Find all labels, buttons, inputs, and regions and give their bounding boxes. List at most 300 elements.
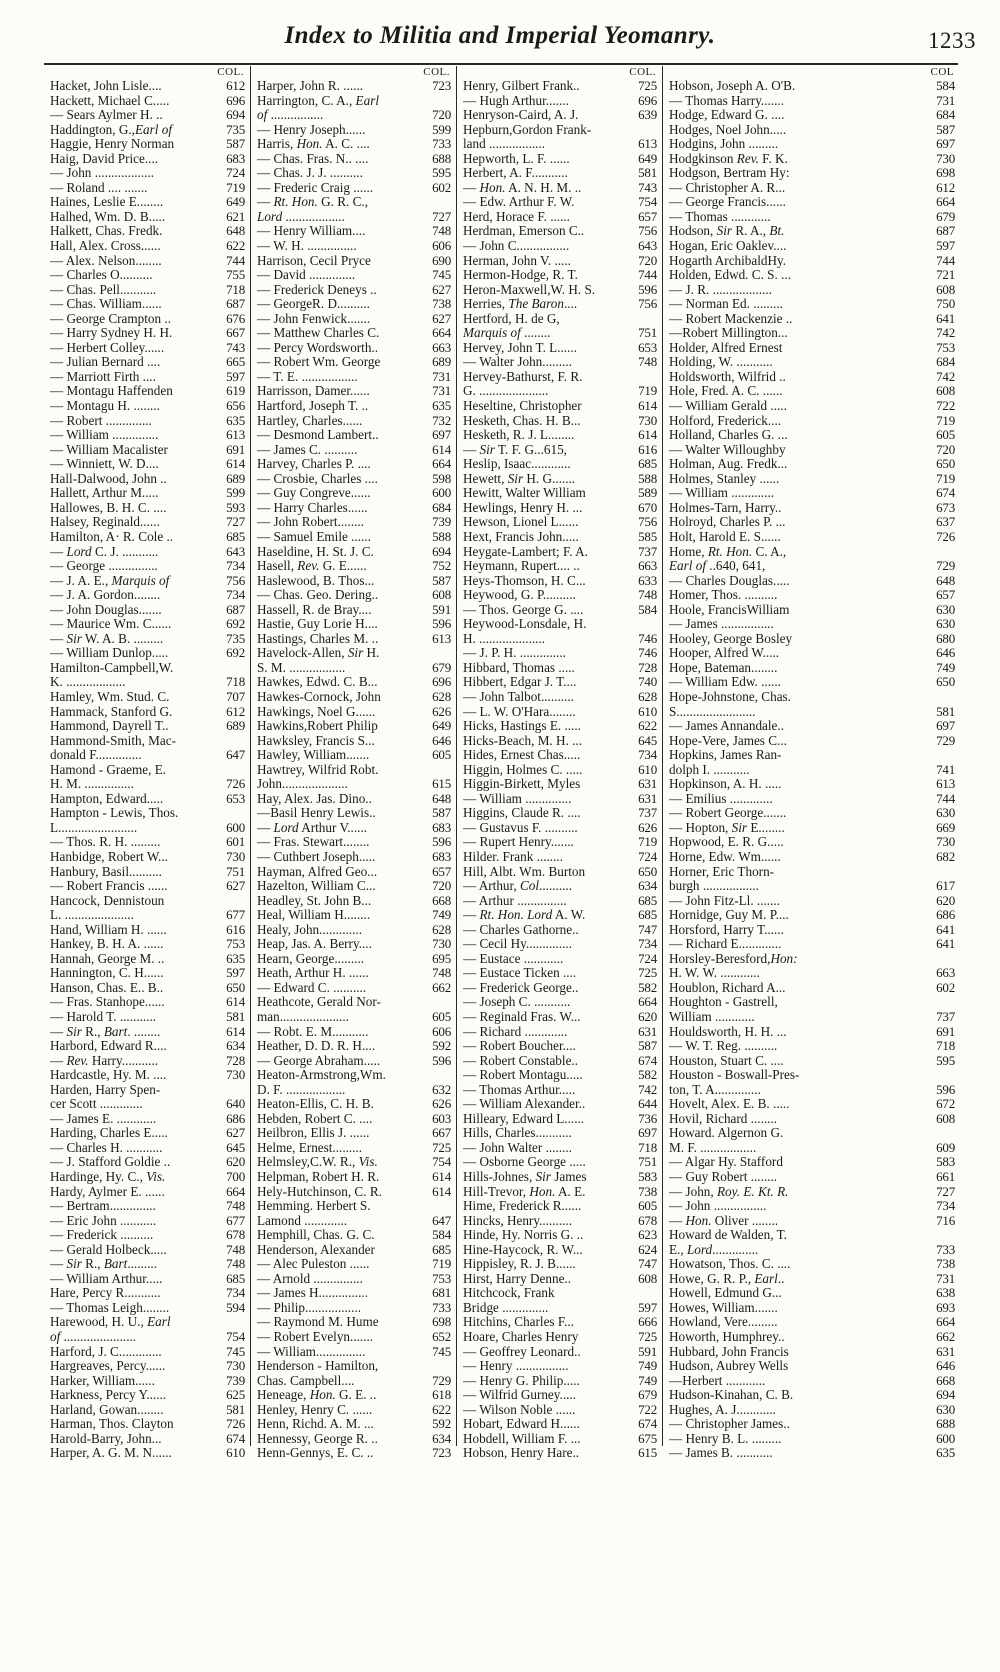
index-entry	[463, 472, 658, 487]
index-entry-column-ref: 650	[226, 980, 245, 995]
index-entry	[50, 1446, 246, 1461]
index-entry	[669, 1388, 956, 1403]
index-entry-name: Hall, Alex. Cross......	[50, 239, 161, 254]
index-entry-name: Hammack, Stanford G.	[50, 704, 173, 719]
index-entry-name: Lord ..................	[257, 209, 345, 224]
index-entry	[50, 486, 246, 501]
index-entry	[463, 690, 658, 705]
index-entry	[50, 152, 246, 167]
index-entry	[257, 559, 452, 574]
index-entry-column-ref: 749	[936, 660, 955, 675]
index-entry	[50, 879, 246, 894]
index-entry-column-ref: 698	[936, 166, 955, 181]
index-entry-name: Hobart, Edward H......	[463, 1417, 580, 1432]
index-entry-name: Houston - Boswall-Pres-	[669, 1068, 800, 1083]
index-entry	[257, 617, 452, 632]
index-entry	[50, 254, 246, 269]
index-entry-column-ref: 727	[226, 515, 245, 530]
index-entry-column-ref: 719	[936, 471, 955, 486]
index-entry-column-ref: 582	[638, 980, 657, 995]
index-entry-name: — Guy Robert ........	[669, 1170, 778, 1185]
index-entry-name: Hesketh, R. J. L........	[463, 428, 575, 443]
index-entry	[463, 1388, 658, 1403]
index-entry-column-ref: 751	[638, 326, 657, 341]
index-entry-name: — John, Roy. E. Kt. R.	[669, 1184, 789, 1199]
index-entry-name: — Walter John.........	[463, 355, 572, 370]
index-entry-name: Heather, D. D. R. H....	[257, 1039, 376, 1054]
index-entry-name: — Henry ................	[463, 1359, 569, 1374]
index-entry	[257, 806, 452, 821]
index-entry	[50, 239, 246, 254]
index-entry	[50, 1025, 246, 1040]
index-entry-column-ref: 630	[936, 617, 955, 632]
index-entry-column-ref: 743	[226, 340, 245, 355]
index-entry-name: — Samuel Emile ......	[257, 529, 371, 544]
index-entry-column-ref: 734	[226, 588, 245, 603]
index-entry-column-ref: 756	[226, 573, 245, 588]
index-entry	[257, 748, 452, 763]
index-entry-column-ref: 641	[936, 937, 955, 952]
index-entry-column-ref: 585	[638, 529, 657, 544]
index-entry-column-ref: 613	[226, 428, 245, 443]
index-entry-column-ref: 720	[638, 253, 657, 268]
index-entry-name: — Robert George.......	[669, 806, 787, 821]
index-entry-name: Howell, Edmund G...	[669, 1286, 782, 1301]
index-entry-column-ref: 670	[638, 500, 657, 515]
index-entry	[463, 181, 658, 196]
index-entry-name: — Thomas Harry.......	[669, 93, 785, 108]
index-entry-name: M. F. .................	[669, 1140, 757, 1155]
index-entry-column-ref: 597	[226, 369, 245, 384]
index-entry	[257, 719, 452, 734]
index-entry-name: of ................	[257, 108, 324, 123]
index-entry	[50, 283, 246, 298]
index-entry-name: Heslip, Isaac............	[463, 457, 571, 472]
index-entry-column-ref: 597	[638, 1300, 657, 1315]
index-entry	[257, 1272, 452, 1287]
index-entry-column-ref: 697	[936, 137, 955, 152]
index-entry-name: Hoole, FrancisWilliam	[669, 602, 790, 617]
index-entry	[669, 1097, 956, 1112]
index-entry	[463, 952, 658, 967]
index-entry-column-ref: 591	[432, 602, 451, 617]
index-entry-column-ref: 648	[936, 573, 955, 588]
index-entry	[463, 995, 658, 1010]
index-entry	[669, 995, 956, 1010]
index-entry-name: — Maurice Wm. C......	[50, 617, 172, 632]
index-entry-column-ref: 719	[936, 413, 955, 428]
index-entry-name: Hitchins, Charles F...	[463, 1315, 575, 1330]
index-entry	[257, 646, 452, 661]
index-entry-name: Harrington, C. A., Earl	[257, 93, 379, 108]
index-entry	[257, 966, 452, 981]
index-entry	[50, 1083, 246, 1098]
index-entry-name: Horner, Eric Thorn-	[669, 864, 775, 879]
index-entry-column-ref: 729	[432, 1373, 451, 1388]
index-entry-name: Hanbidge, Robert W...	[50, 849, 168, 864]
index-entry-name: Hermon-Hodge, R. T.	[463, 268, 578, 283]
index-entry-column-ref: 683	[226, 151, 245, 166]
index-entry	[463, 1185, 658, 1200]
index-entry	[257, 166, 452, 181]
index-entry-name: Hebden, Robert C. ....	[257, 1111, 373, 1126]
index-entry-column-ref: 657	[638, 209, 657, 224]
index-entry	[463, 1432, 658, 1447]
index-entry-name: Hornidge, Guy M. P....	[669, 908, 789, 923]
index-entry-name: — Walter Willoughby	[669, 442, 786, 457]
index-entry	[669, 1126, 956, 1141]
index-entry-column-ref: 725	[638, 966, 657, 981]
index-entry-column-ref: 641	[936, 311, 955, 326]
index-entry-name: — Fras. Stanhope......	[50, 995, 165, 1010]
index-entry-column-ref: 676	[226, 311, 245, 326]
index-entry	[257, 1097, 452, 1112]
index-entry	[669, 1054, 956, 1069]
index-entry-name: Hamilton-Campbell,W.	[50, 660, 174, 675]
index-entry	[669, 137, 956, 152]
index-entry	[50, 79, 246, 94]
index-entry-name: Hampton, Edward.....	[50, 791, 164, 806]
index-entry-column-ref: 649	[638, 151, 657, 166]
index-entry-name: — John Walter ........	[463, 1140, 572, 1155]
index-entry	[50, 719, 246, 734]
index-entry	[463, 603, 658, 618]
index-entry-column-ref: 688	[432, 151, 451, 166]
index-entry-name: Heygate-Lambert; F. A.	[463, 544, 588, 559]
index-entry-name: — Henry B. L. .........	[669, 1431, 782, 1446]
index-entry	[257, 1417, 452, 1432]
index-entry-column-ref: 631	[638, 777, 657, 792]
index-entry-name: Hannington, C. H......	[50, 966, 164, 981]
index-entry-name: — Matthew Charles C.	[257, 326, 380, 341]
index-entry-column-ref: 616	[638, 442, 657, 457]
index-entry-name: Bridge ..............	[463, 1300, 549, 1315]
index-entry-column-ref: 718	[226, 282, 245, 297]
index-entry-column-ref: 663	[432, 340, 451, 355]
index-entry	[669, 297, 956, 312]
index-column-1	[250, 66, 456, 1461]
index-entry	[463, 283, 658, 298]
index-entry-name: Hastie, Guy Lorie H....	[257, 617, 378, 632]
index-entry-name: — Christopher A. R...	[669, 180, 786, 195]
index-entry	[463, 734, 658, 749]
index-entry-name: — Robert Evelyn.......	[257, 1330, 374, 1345]
index-entry-column-ref: 650	[936, 457, 955, 472]
index-entry-column-ref: 589	[638, 486, 657, 501]
index-entry	[463, 326, 658, 341]
index-entry-name: Hawksley, Francis S...	[257, 733, 375, 748]
index-entry	[669, 545, 956, 560]
index-entry-column-ref: 727	[432, 209, 451, 224]
index-entry	[669, 748, 956, 763]
index-entry-name: Marquis of ........	[463, 326, 551, 341]
index-entry	[257, 414, 452, 429]
index-entry-column-ref: 731	[432, 369, 451, 384]
index-entry-column-ref: 674	[226, 1431, 245, 1446]
index-entry-column-ref: 686	[936, 908, 955, 923]
index-entry-name: S. M. .................	[257, 660, 346, 675]
index-entry	[669, 355, 956, 370]
index-column-3	[662, 66, 960, 1461]
index-entry	[50, 384, 246, 399]
index-entry	[257, 835, 452, 850]
index-entry-column-ref: 748	[638, 588, 657, 603]
index-entry-name: — David ..............	[257, 268, 356, 283]
index-entry-name: — Bertram..............	[50, 1199, 156, 1214]
index-entry-name: — Frederic Craig ......	[257, 180, 374, 195]
index-entry-name: Hankey, B. H. A. ......	[50, 937, 164, 952]
index-entry	[257, 370, 452, 385]
index-entry-column-ref: 754	[226, 1330, 245, 1345]
index-entry-column-ref: 639	[638, 108, 657, 123]
index-entry-column-ref: 753	[226, 937, 245, 952]
index-entry-name: Hills, Charles...........	[463, 1126, 572, 1141]
index-entry	[669, 268, 956, 283]
index-entry	[463, 1374, 658, 1389]
index-entry-column-ref: 720	[432, 879, 451, 894]
index-entry-column-ref: 647	[432, 1213, 451, 1228]
index-entry-name: H. W. W. ............	[669, 966, 760, 981]
index-entry	[257, 1345, 452, 1360]
index-entry-column-ref: 730	[432, 937, 451, 952]
index-entry	[50, 734, 246, 749]
index-entry-column-ref: 696	[432, 675, 451, 690]
index-entry-column-ref: 593	[226, 500, 245, 515]
index-entry	[463, 1403, 658, 1418]
index-entry-name: — William ..............	[50, 428, 159, 443]
index-entry-name: — James H...............	[257, 1286, 368, 1301]
index-entry-column-ref: 728	[226, 1053, 245, 1068]
index-entry	[463, 574, 658, 589]
index-entry-column-ref: 600	[936, 1431, 955, 1446]
index-entry	[257, 1199, 452, 1214]
index-entry-name: Hincks, Henry..........	[463, 1213, 573, 1228]
index-entry-name: Hills-Johnes, Sir James	[463, 1170, 587, 1185]
index-entry-column-ref: 608	[638, 1271, 657, 1286]
index-entry	[463, 763, 658, 778]
index-entry-name: — James Annandale..	[669, 719, 784, 734]
index-entry-column-ref: 596	[432, 1053, 451, 1068]
index-entry-name: — George Abraham.....	[257, 1053, 381, 1068]
index-entry-column-ref: 605	[638, 1199, 657, 1214]
index-entry-name: Hippisley, R. J. B......	[463, 1257, 576, 1272]
index-entry-column-ref: 716	[936, 1213, 955, 1228]
index-entry-column-ref: 581	[226, 1010, 245, 1024]
index-entry	[463, 748, 658, 763]
index-entry	[50, 1286, 246, 1301]
index-entry	[257, 574, 452, 589]
index-entry-column-ref: 750	[936, 297, 955, 312]
index-entry	[257, 326, 452, 341]
index-entry	[669, 414, 956, 429]
index-entry-column-ref: 652	[432, 1330, 451, 1345]
index-entry	[257, 661, 452, 676]
index-entry-column-ref: 603	[432, 1111, 451, 1126]
index-entry-name: Hext, Francis John.....	[463, 529, 579, 544]
index-entry-name: Harkness, Percy Y......	[50, 1388, 167, 1403]
index-entry-column-ref: 648	[226, 224, 245, 239]
index-entry-name: —Herbert ............	[669, 1373, 766, 1388]
index-entry	[257, 210, 452, 225]
index-entry-name: John....................	[257, 777, 348, 792]
index-entry	[257, 1054, 452, 1069]
index-entry	[669, 850, 956, 865]
index-entry-name: Hobdell, William F. ...	[463, 1431, 581, 1446]
index-entry-column-ref: 635	[226, 413, 245, 428]
index-entry-name: Healy, John.............	[257, 922, 362, 937]
index-entry-name: — T. E. .................	[257, 369, 358, 384]
index-entry-name: Hewitt, Walter William	[463, 486, 586, 501]
index-entry-name: Howard de Walden, T.	[669, 1228, 787, 1243]
index-entry-name: — Philip.................	[257, 1300, 362, 1315]
index-entry	[257, 515, 452, 530]
index-entry-column-ref: 613	[432, 631, 451, 646]
index-entry	[463, 908, 658, 923]
index-entry-column-ref: 696	[226, 93, 245, 108]
index-entry-name: Hazelton, William C...	[257, 879, 376, 894]
index-column-0	[44, 66, 250, 1461]
index-entry	[669, 777, 956, 792]
index-entry	[50, 1214, 246, 1229]
index-entry-column-ref: 627	[226, 879, 245, 894]
index-entry-column-ref: 626	[432, 704, 451, 719]
index-entry-name: — Chas. Fras. N.. ....	[257, 151, 369, 166]
index-entry	[463, 1083, 658, 1098]
index-entry-column-ref: 648	[432, 791, 451, 806]
index-entry-column-ref: 646	[936, 646, 955, 661]
index-entry	[257, 675, 452, 690]
index-entry-name: — John Fitz-Ll. .......	[669, 893, 780, 908]
index-entry	[50, 1345, 246, 1360]
index-entry-name: Hopkins, James Ran-	[669, 748, 782, 763]
index-entry-name: — Emilius .............	[669, 791, 773, 806]
index-entry-column-ref: 726	[936, 529, 955, 544]
index-entry	[463, 195, 658, 210]
index-entry-column-ref: 668	[432, 893, 451, 908]
index-entry-name: Henryson-Caird, A. J.	[463, 108, 579, 123]
index-entry	[50, 457, 246, 472]
index-entry	[257, 777, 452, 792]
index-entry-name: Hudson-Kinahan, C. B.	[669, 1388, 794, 1403]
index-entry	[463, 865, 658, 880]
index-entry	[257, 137, 452, 152]
index-entry-column-ref: 664	[638, 995, 657, 1010]
page-number: 1233	[928, 28, 976, 53]
index-entry-name: Higgin, Holmes C. .....	[463, 762, 583, 777]
index-entry	[50, 1054, 246, 1069]
index-entry-name: Hertford, H. de G,	[463, 311, 560, 326]
index-entry	[463, 1286, 658, 1301]
index-entry-name: Harrison, Cecil Pryce	[257, 253, 371, 268]
index-entry-column-ref: 594	[226, 1300, 245, 1315]
index-entry-column-ref: 608	[432, 588, 451, 603]
index-entry-column-ref: 749	[638, 1359, 657, 1374]
index-entry-name: — Robt. E. M...........	[257, 1024, 369, 1039]
index-entry	[463, 501, 658, 516]
index-entry-column-ref: 581	[936, 704, 955, 719]
index-entry-column-ref: 608	[936, 384, 955, 399]
index-entry-name: Holdsworth, Wilfrid ..	[669, 369, 786, 384]
index-entry-name: Hamond - Graeme, E.	[50, 762, 167, 777]
index-entry-column-ref: 628	[432, 689, 451, 704]
index-entry	[463, 530, 658, 545]
index-entry-name: — Gerald Holbeck.....	[50, 1242, 167, 1257]
index-entry	[50, 1374, 246, 1389]
index-entry	[669, 123, 956, 138]
index-entry-name: — Thomas ............	[669, 209, 771, 224]
index-entry-name: Helme, Ernest.........	[257, 1140, 363, 1155]
index-entry	[257, 879, 452, 894]
index-entry	[257, 254, 452, 269]
index-entry-column-ref: 640	[226, 1097, 245, 1112]
index-entry	[463, 108, 658, 123]
index-entry-name: Henn-Gennys, E. C. ..	[257, 1446, 374, 1461]
index-entry-name: Herbert, A. F...........	[463, 166, 568, 181]
index-entry-name: Howes, William.......	[669, 1300, 778, 1315]
index-entry-name: Hope-Johnstone, Chas.	[669, 689, 791, 704]
index-entry	[463, 1097, 658, 1112]
index-entry	[50, 108, 246, 123]
index-entry	[463, 1446, 658, 1461]
index-entry-column-ref: 719	[638, 384, 657, 399]
index-entry	[669, 443, 956, 458]
index-entry-name: Hill, Albt. Wm. Burton	[463, 864, 586, 879]
index-entry-name: — Harry Charles......	[257, 500, 368, 515]
index-entry-name: — Richard E.............	[669, 937, 782, 952]
index-entry-name: — J. P. H. ..............	[463, 646, 566, 661]
index-entry-name: — Herbert Colley......	[50, 340, 165, 355]
index-entry	[669, 1301, 956, 1316]
index-entry-name: — J. A. Gordon........	[50, 588, 161, 603]
index-entry	[257, 224, 452, 239]
index-entry-name: Hodges, Noel John.....	[669, 122, 787, 137]
index-entry-name: — J. R. ..................	[669, 282, 772, 297]
index-entry-column-ref: 738	[432, 297, 451, 312]
index-entry	[669, 486, 956, 501]
index-entry-column-ref: 675	[638, 1431, 657, 1446]
index-entry-name: of ......................	[50, 1330, 137, 1345]
index-entry	[669, 981, 956, 996]
index-entry	[257, 792, 452, 807]
index-entry	[669, 1228, 956, 1243]
index-entry	[257, 763, 452, 778]
index-entry-column-ref: 614	[432, 1184, 451, 1199]
index-entry	[669, 501, 956, 516]
index-entry-column-ref: 742	[936, 369, 955, 384]
index-entry-column-ref: 582	[638, 1068, 657, 1083]
index-entry	[257, 995, 452, 1010]
index-entry-name: Hancock, Dennistoun	[50, 893, 165, 908]
index-entry-name: Horsley-Beresford,Hon:	[669, 951, 798, 966]
index-entry-name: Hogarth ArchibaldHy.	[669, 253, 787, 268]
index-entry	[50, 1112, 246, 1127]
index-entry-column-ref: 644	[638, 1097, 657, 1112]
index-entry	[669, 1214, 956, 1229]
index-entry-name: land .................	[463, 137, 546, 152]
index-entry-name: — Charles Gathorne..	[463, 922, 579, 937]
index-entry-name: Hargreaves, Percy......	[50, 1359, 166, 1374]
index-entry	[669, 428, 956, 443]
index-entry	[257, 123, 452, 138]
index-entry-name: — James C. ..........	[257, 442, 358, 457]
index-entry-name: — Julian Bernard ....	[50, 355, 161, 370]
index-entry-column-ref: 605	[432, 1010, 451, 1024]
index-entry-name: — John Douglas.......	[50, 602, 162, 617]
index-entry-name: — William Macalister	[50, 442, 168, 457]
index-entry-name: donald F..............	[50, 748, 142, 763]
index-entry-name: Henley, Henry C. ......	[257, 1402, 373, 1417]
index-entry-column-ref: 747	[638, 1257, 657, 1272]
